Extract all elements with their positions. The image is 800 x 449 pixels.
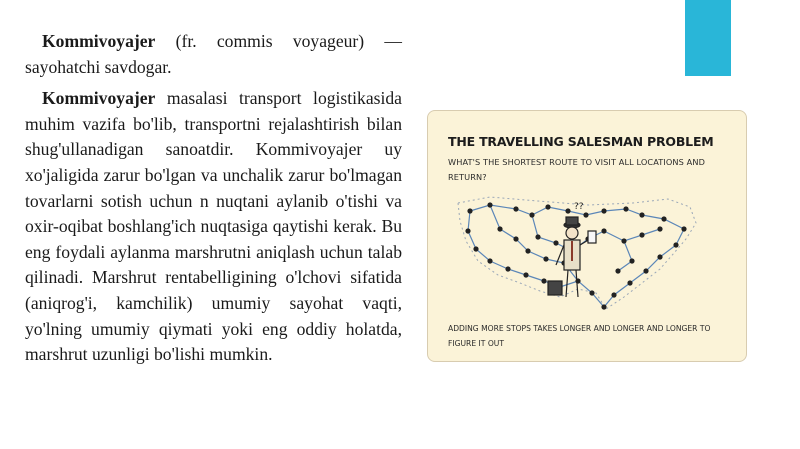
definition-text: (fr. commis voyageur) — sayohatchi savdogar. [25,31,402,77]
figure-title: THE TRAVELLING SALESMAN PROBLEM [448,134,714,149]
accent-bar [685,0,731,76]
description-text: masalasi transport logistikasida muhim vazifa bo'lib, transportni rejalashtirish bilan shug'ullanadigan sanoatdir. Kommivoyajer uy xo'jaligida zarur bo'lgan va unchalik zarur bo'lmagan tovarlarni sotish uchun n nuqtani aylanib o'tishi va oxir-oqibat boshlang'ich nuqtasiga qaytishi kerak. Bu eng foydali aylanma marshrutni aniqlash uchun talab qilinadi. Marshrut rentabelligining o'lchovi sifatida (aniqrog'i, kamchilik) umumiy sayohat vaqti, yo'lning umumiy qiymati yoki eng oddiy holatda, marshrut uzunligi bo'lishi mumkin. [25,88,402,365]
figure-subtitle: WHAT'S THE SHORTEST ROUTE TO VISIT ALL LOCATIONS AND RETURN? [448,157,705,182]
term-bold: Kommivoyajer [42,31,156,51]
question-marks: ?? [574,202,584,212]
body-text [25,29,402,368]
term-bold: Kommivoyajer [42,88,156,109]
description-paragraph [25,86,402,368]
salesman-figure [548,217,596,297]
tsp-illustration [427,110,747,362]
figure-caption: ADDING MORE STOPS TAKES LONGER AND LONGER AND LONGER TO FIGURE IT OUT [448,324,711,348]
definition-paragraph [25,29,402,80]
